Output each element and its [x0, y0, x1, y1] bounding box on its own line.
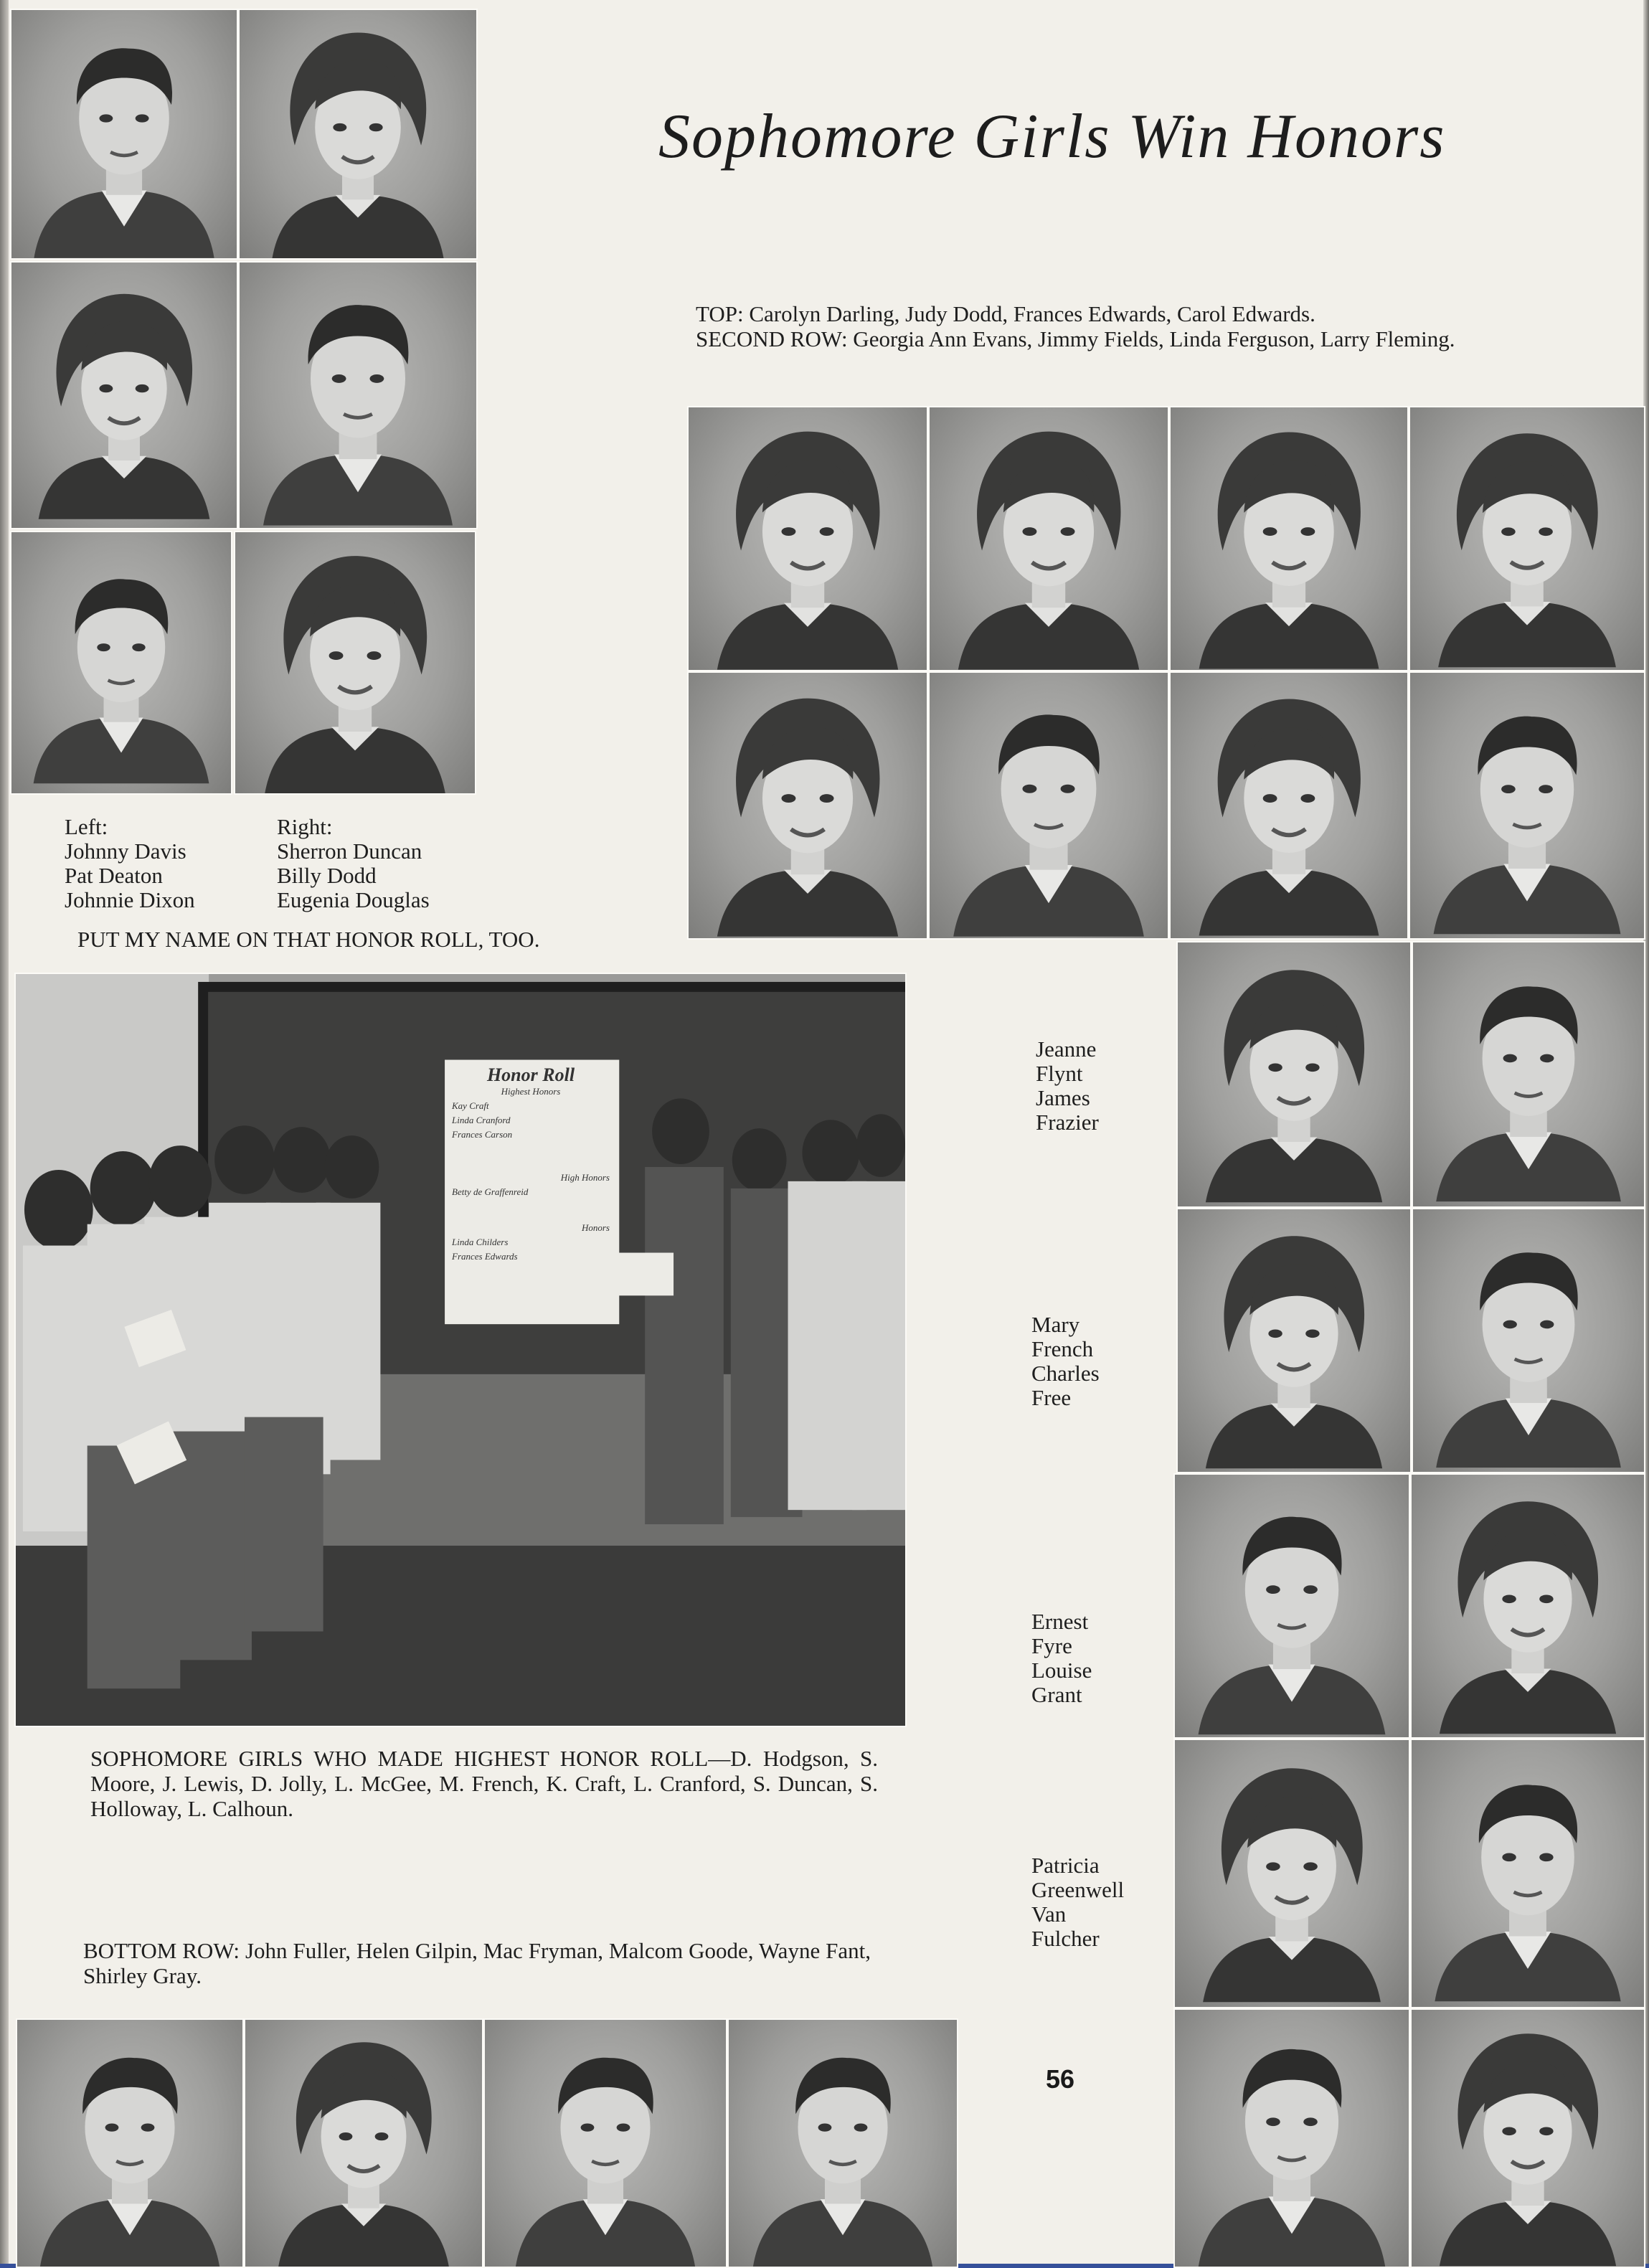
- board-line-1: Highest Honors: [501, 1086, 561, 1097]
- group-photo-caption: SOPHOMORE GIRLS WHO MADE HIGHEST HONOR ROLL—D. Hodgson, S. Moore, J. Lewis, D. Jolly, L. McGee, M. French, K. Craft, L. Cranford, S. Duncan, S. Holloway, L. Calhoun.: [90, 1746, 878, 1821]
- left-name-2: Pat Deaton: [65, 863, 163, 888]
- portrait-malcom-goode: [727, 2018, 958, 2268]
- portrait-mary-french: [1176, 1208, 1412, 1473]
- portrait-judy-dodd: [928, 406, 1169, 671]
- portrait-helen-gilpin: [244, 2018, 483, 2268]
- name-pair-3-last: Fyre: [1031, 1633, 1072, 1658]
- right-name-2: Billy Dodd: [277, 863, 377, 888]
- name-pair-4-first2: Van: [1031, 1901, 1067, 1927]
- top-caption-line-2: SECOND ROW: Georgia Ann Evans, Jimmy Fields, Linda Ferguson, Larry Fleming.: [696, 326, 1455, 351]
- right-name-3: Eugenia Douglas: [277, 887, 430, 912]
- right-name-list: [277, 815, 430, 912]
- name-pair-4: [1031, 1853, 1124, 1951]
- name-pair-3-last2: Grant: [1031, 1682, 1082, 1707]
- portrait-wayne-fant: [1173, 2008, 1410, 2268]
- board-line-9: Frances Edwards: [452, 1251, 518, 1262]
- name-pair-2-last: French: [1031, 1336, 1094, 1361]
- name-pair-1-last: Flynt: [1036, 1061, 1083, 1086]
- name-pair-1-first: Jeanne: [1036, 1036, 1097, 1062]
- right-name-1: Sherron Duncan: [277, 838, 422, 864]
- portrait-louise-grant: [1410, 1473, 1645, 1739]
- portrait-sherron-duncan: [238, 9, 478, 260]
- honor-board-text: [452, 1066, 610, 1264]
- left-name-1: Johnny Davis: [65, 838, 186, 864]
- portrait-pat-deaton: [10, 261, 238, 529]
- portrait-carolyn-darling: [687, 406, 928, 671]
- board-line-8: Linda Childers: [452, 1237, 509, 1247]
- portrait-jeanne-flynt: [1176, 941, 1412, 1208]
- portrait-ernest-fyre: [1173, 1473, 1410, 1739]
- board-line-7: Honors: [581, 1222, 610, 1233]
- name-pair-4-last2: Fulcher: [1031, 1926, 1100, 1951]
- top-caption-line-1: TOP: Carolyn Darling, Judy Dodd, Frances Edwards, Carol Edwards.: [696, 301, 1315, 326]
- portrait-johnnie-dixon: [10, 531, 232, 795]
- portrait-johnny-davis: [10, 9, 238, 260]
- board-title: Honor Roll: [486, 1064, 575, 1085]
- name-pair-3-first2: Louise: [1031, 1658, 1092, 1683]
- left-name-3: Johnnie Dixon: [65, 887, 195, 912]
- honor-roll-caption: PUT MY NAME ON THAT HONOR ROLL, TOO.: [77, 927, 540, 952]
- board-line-5: High Honors: [560, 1172, 610, 1183]
- portrait-mac-fryman: [483, 2018, 727, 2268]
- page-binding-shadow: [0, 0, 9, 2268]
- portrait-john-fuller: [16, 2018, 244, 2268]
- portrait-frances-edwards: [1169, 406, 1409, 671]
- top-caption: [696, 301, 1554, 351]
- portrait-georgia-ann-evans: [687, 671, 928, 940]
- portrait-shirley-gray: [1410, 2008, 1645, 2268]
- name-pair-2-last2: Free: [1031, 1385, 1072, 1410]
- name-pair-3: [1031, 1610, 1092, 1707]
- left-name-list: [65, 815, 195, 912]
- name-pair-2-first: Mary: [1031, 1312, 1080, 1337]
- name-pair-2-first2: Charles: [1031, 1361, 1100, 1386]
- name-pair-2: [1031, 1313, 1100, 1410]
- portrait-linda-ferguson: [1169, 671, 1409, 940]
- portrait-van-fulcher: [1410, 1739, 1645, 2008]
- name-pair-3-first: Ernest: [1031, 1609, 1089, 1634]
- page-number: 56: [1046, 2064, 1075, 2094]
- name-pair-1-first2: James: [1036, 1085, 1090, 1110]
- portrait-eugenia-douglas: [234, 531, 476, 795]
- name-pair-4-first: Patricia: [1031, 1853, 1100, 1878]
- portrait-charles-free: [1412, 1208, 1645, 1473]
- name-pair-1-last2: Frazier: [1036, 1110, 1099, 1135]
- name-pair-1: [1036, 1037, 1099, 1135]
- portrait-larry-fleming: [1409, 671, 1645, 940]
- portrait-jimmy-fields: [928, 671, 1169, 940]
- portrait-carol-edwards: [1409, 406, 1645, 671]
- right-header: Right:: [277, 814, 333, 839]
- board-line-2: Kay Craft: [452, 1100, 489, 1111]
- board-line-4: Frances Carson: [452, 1129, 513, 1140]
- portrait-patricia-greenwell: [1173, 1739, 1410, 2008]
- board-line-3: Linda Cranford: [452, 1115, 511, 1125]
- portrait-james-frazier: [1412, 941, 1645, 1208]
- bottom-row-caption: BOTTOM ROW: John Fuller, Helen Gilpin, Mac Fryman, Malcom Goode, Wayne Fant, Shirley Gray.: [83, 1938, 871, 1988]
- board-line-6: Betty de Graffenreid: [452, 1186, 529, 1197]
- portrait-billy-dodd: [238, 261, 478, 529]
- left-header: Left:: [65, 814, 108, 839]
- page-title: Sophomore Girls Win Honors: [658, 102, 1446, 171]
- name-pair-4-last: Greenwell: [1031, 1877, 1125, 1902]
